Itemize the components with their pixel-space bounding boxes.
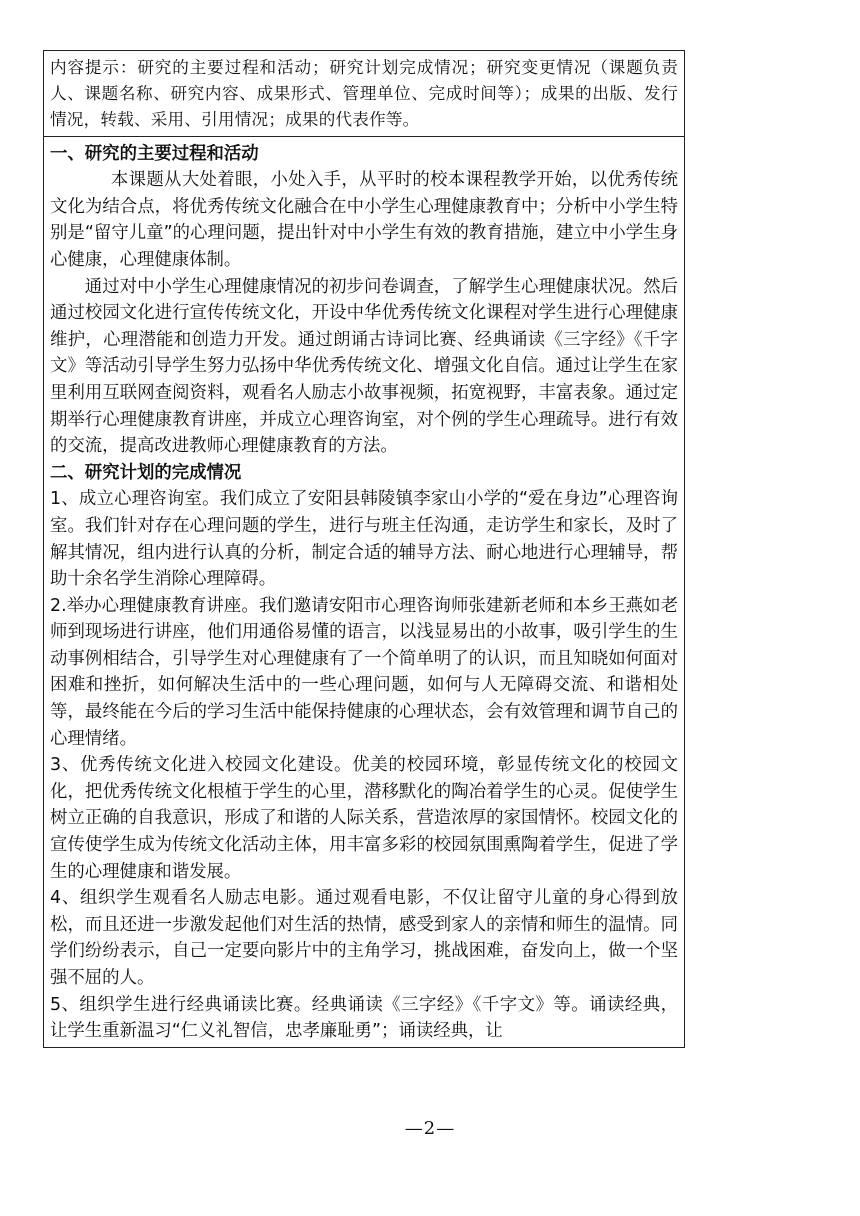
section1-paragraph: 本课题从大处着眼，小处入手，从平时的校本课程教学开始，以优秀传统文化为结合点，将优秀传统文化融合在中小学生心理健康教育中；分析中小学生特别是“留守儿童”的心理问题，提出针对中小学生有效的教育措施，建立中小学生身心健康，心理健康体制。: [50, 170, 678, 270]
section2-item: 1、成立心理咨询室。我们成立了安阳县韩陵镇李家山小学的“爱在身边”心理咨询室。我们针对存在心理问题的学生，进行与班主任沟通，走访学生和家长，及时了解其情况，组内进行认真的分析，制定合适的辅导方法、耐心地进行心理辅导，帮助十余名学生消除心理障碍。: [50, 489, 678, 590]
tips-row: [44, 51, 685, 137]
report-body: [44, 136, 685, 1047]
body-row: [44, 136, 685, 1047]
page-number: —2—: [404, 1118, 456, 1139]
section2-item: 3、优秀传统文化进入校园文化建设。优美的校园环境，彰显传统文化的校园文化，把优秀传统文化根植于学生的心里，潜移默化的陶冶着学生的心灵。促使学生树立正确的自我意识，形成了和谐的人际关系，营造浓厚的家国情怀。校园文化的宣传使学生成为传统文化活动主体，用丰富多彩的校园氛围熏陶着学生，促进了学生的心理健康和谐发展。: [50, 755, 678, 882]
section1-paragraph: 通过对中小学生心理健康情况的初步问卷调查，了解学生心理健康状况。然后通过校园文化进行宣传传统文化，开设中华优秀传统文化课程对学生进行心理健康维护，心理潜能和创造力开发。通过朗诵古诗词比赛、经典诵读《三字经》《千字文》等活动引导学生努力弘扬中华优秀传统文化、增强文化自信。通过让学生在家里利用互联网查阅资料，观看名人励志小故事视频，拓宽视野，丰富表象。通过定期举行心理健康教育讲座，并成立心理咨询室，对个例的学生心理疏导。进行有效的交流，提高改进教师心理健康教育的方法。: [50, 276, 678, 457]
report-table: [43, 50, 685, 1048]
section2-item: 5、组织学生进行经典诵读比赛。经典诵读《三字经》《千字文》等。诵读经典，让学生重新温习“仁义礼智信，忠孝廉耻勇”；诵读经典，让: [50, 994, 678, 1042]
section2-item: 4、组织学生观看名人励志电影。通过观看电影，不仅让留守儿童的身心得到放松，而且还进一步激发起他们对生活的热情，感受到家人的亲情和师生的温情。同学们纷纷表示，自己一定要向影片中的主角学习，挑战困难，奋发向上，做一个坚强不屈的人。: [50, 888, 678, 989]
section2-item: 2.举办心理健康教育讲座。我们邀请安阳市心理咨询师张建新老师和本乡王燕如老师到现场进行讲座，他们用通俗易懂的语言，以浅显易出的小故事，吸引学生的生动事例相结合，引导学生对心理健康有了一个简单明了的认识，而且知晓如何面对困难和挫折，如何解决生活中的一些心理问题，如何与人无障碍交流、和谐相处等，最终能在今后的学习生活中能保持健康的心理状态，会有效管理和调节自己的心理情绪。: [50, 595, 678, 749]
section2-heading: 二、研究计划的完成情况: [50, 462, 242, 483]
content-tips: 内容提示：研究的主要过程和活动；研究计划完成情况；研究变更情况（课题负责人、课题名称、研究内容、成果形式、管理单位、完成时间等）；成果的出版、发行情况，转载、采用、引用情况；成果的代表作等。: [44, 51, 685, 137]
section1-heading: 一、研究的主要过程和活动: [50, 143, 259, 164]
